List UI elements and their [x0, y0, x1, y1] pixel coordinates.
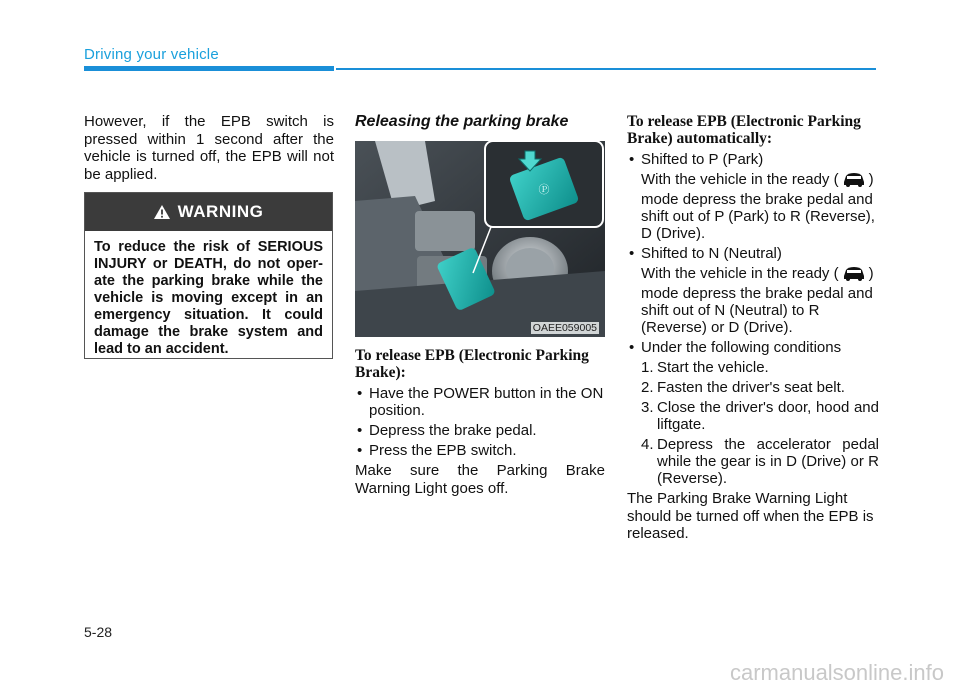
console-illustration	[355, 141, 605, 337]
ready-car-icon	[841, 172, 867, 191]
warning-header	[85, 193, 332, 231]
step-number: 3.	[641, 399, 654, 416]
ready-car-icon	[841, 266, 867, 285]
manual-release-list	[355, 385, 605, 459]
list-item: • Depress the brake pedal.	[355, 422, 605, 439]
neutral-text-before: With the vehicle in the ready (	[641, 265, 839, 282]
neutral-text-after: ) mode depress the brake pedal and shift out of N (Neutral) to R (Reverse) or D (Drive).	[641, 265, 874, 336]
auto-release-list-2	[627, 245, 879, 262]
auto-release-list	[627, 151, 879, 168]
header-rule	[84, 66, 334, 71]
watermark: carmanualsonline.info	[729, 660, 944, 685]
column-left	[84, 113, 334, 183]
step-text: Fasten the driver's seat belt.	[657, 379, 845, 396]
intro-paragraph: However, if the EPB switch is pressed within 1 second after the vehicle is turned off, the EPB will not be applied.	[84, 113, 334, 183]
park-text-before: With the vehicle in the ready (	[641, 171, 839, 188]
step-item	[627, 436, 879, 487]
step-item	[627, 379, 879, 396]
warning-triangle-icon	[154, 205, 170, 219]
column-middle	[355, 113, 605, 497]
park-instructions	[627, 171, 879, 242]
step-text: Close the driver's door, hood and liftgate.	[657, 399, 879, 433]
step-text: Start the vehicle.	[657, 359, 769, 376]
step-number: 1.	[641, 359, 654, 376]
header-rule-thin	[336, 68, 876, 70]
column-right	[627, 113, 879, 543]
park-text-after: ) mode depress the brake pedal and shift out of P (Park) to R (Reverse), D (Drive).	[641, 171, 875, 242]
warning-text: To reduce the risk of SERIOUS INJURY or DEATH, do not oper-ate the parking brake while the vehicle is moving except in an emergency situation. It could damage the brake system and lead to an accident.	[94, 239, 323, 357]
step-text: Depress the accelerator pedal while the gear is in D (Drive) or R (Reverse).	[657, 436, 879, 487]
svg-text:Ⓟ: Ⓟ	[538, 184, 550, 196]
epb-switch-figure	[355, 141, 605, 337]
auto-release-list-3	[627, 339, 879, 356]
release-title: Releasing the parking brake	[355, 113, 569, 130]
figure-code: OAEE059005	[532, 322, 597, 334]
closing-paragraph: The Parking Brake Warning Light should be turned off when the EPB is released.	[627, 490, 874, 542]
conditions-steps	[627, 359, 879, 487]
warning-title: WARNING	[177, 202, 264, 221]
step-number: 2.	[641, 379, 654, 396]
step-number: 4.	[641, 436, 654, 453]
section-header: Driving your vehicle	[84, 46, 219, 63]
list-item-conditions: • Under the following conditions	[627, 339, 879, 356]
neutral-instructions	[627, 265, 879, 336]
auto-release-heading: To release EPB (Electronic Parking Brake) automatically:	[627, 113, 861, 147]
step-item	[627, 359, 879, 376]
manual-release-heading: To release EPB (Electronic Parking Brake):	[355, 347, 589, 381]
list-item-park: • Shifted to P (Park)	[627, 151, 879, 168]
warning-box	[84, 192, 333, 359]
list-item: • Have the POWER button in the ON position.	[355, 385, 605, 419]
list-item: • Press the EPB switch.	[355, 442, 605, 459]
list-item-neutral: • Shifted to N (Neutral)	[627, 245, 879, 262]
step-item	[627, 399, 879, 433]
warning-light-note: Make sure the Parking Brake Warning Light goes off.	[355, 462, 605, 497]
page-number: 5-28	[84, 624, 113, 640]
